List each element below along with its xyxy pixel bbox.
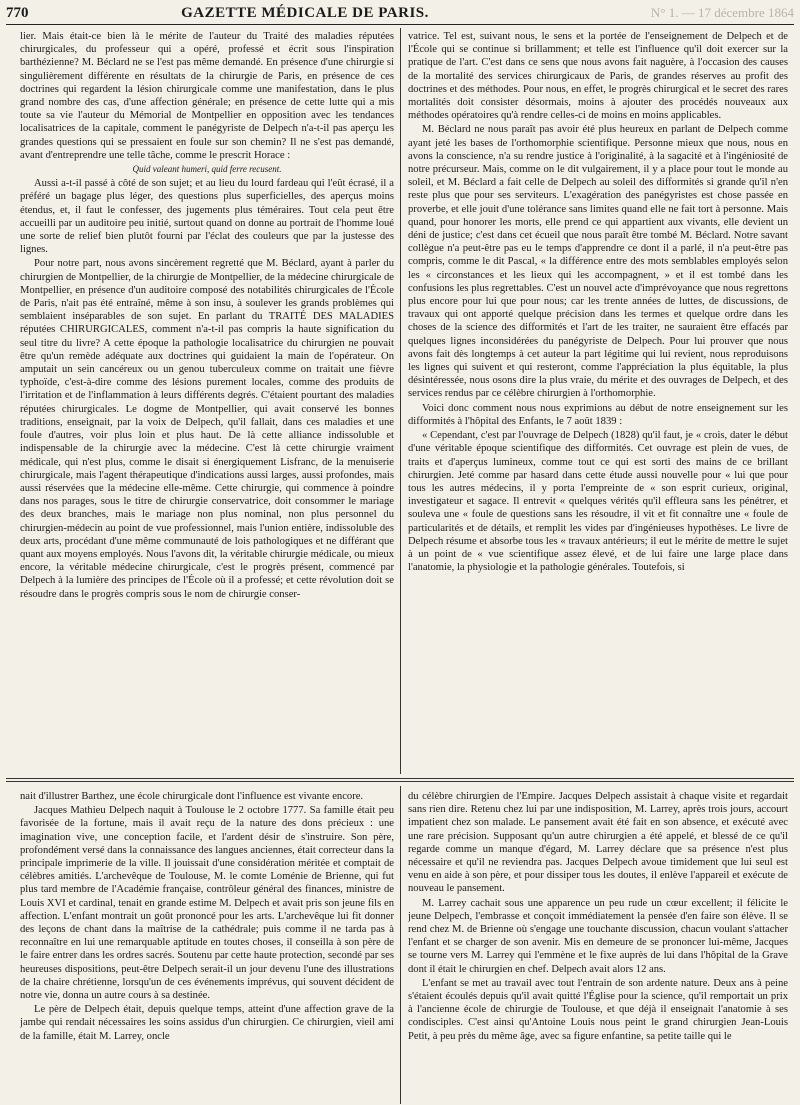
- quoted-paragraph: « Cependant, c'est par l'ouvrage de Delpech (1828) qu'il faut, je « crois, dater le début d'une véritable époque scientifique des difformités. Cet ouvrage est plein de vues, de traits et d'aperçus lumineux, comme tout ce qui est sorti des mains de ce brillant chirurgien. Jeté comme par hasard dans cette étude aussi nouvelle pour « lui que pour tous les autres médecins, il y porta l'empreinte de « son esprit curieux, original, investigateur et sagace. Il entrevit « quelques vérités qu'il effleura sans les pénétrer, et souleva une « foule de questions sans les résoudre, il vit et fit connaître une « foule de particularités et de détails, et remplit les vides par d'ingénieuses hypothèses. Le livre de Delpech résume et absorbe tous les « travaux antérieurs; il eut le mérite de mettre le sujet à un point de « vue scientifique assez élevé, et de lui faire une large place dans l'anatomie, la physiologie et la pathologie générales. Toutefois, si: [408, 430, 788, 574]
- paragraph: vatrice. Tel est, suivant nous, le sens et la portée de l'enseignement de Delpech et de l'École qui se continue si brillamment; et telle est l'influence qu'il doit exercer sur la pratique de l'art. C'est dans ce sens que nous avons fait naguère, à l'occasion des causes de la mortalité des services chirurgicaux de Paris, de grandes réserves au profit des doctrines et des méthodes. Pour nous, en effet, le progrès chirurgical et le secret des rares mortalités doit consister désormais, moins à ajouter des procédés nouveaux aux méthodes opératoires qu'à rendre celles-ci de moins en moins applicables.: [408, 31, 788, 122]
- paragraph: Jacques Mathieu Delpech naquit à Toulouse le 2 octobre 1777. Sa famille était peu favorisée de la fortune, mais il avait reçu de la nature des dons précieux : une imagination vive, une conception facile, et l'ardent désir de s'instruire. Son père, profondément versé dans la connaissance des langues anciennes, était correcteur dans la principale imprimerie de la ville. Il jouissait d'une considération méritée et comptait de célèbres amitiés. L'archevêque de Toulouse, M. le comte Loménie de Brienne, qui fut plus tard membre de l'Académie française, contrôleur général des finances, ministre de Louis XVI et cardinal, tenait en grande estime M. Delpech et avait pris son jeune fils en affection. L'enfant montrait un goût prononcé pour les arts. L'archevêque lui fit donner des leçons de chant dans la maîtrise de la cathédrale; puis comme il ne tarda pas à reconnaître en lui une remarquable aptitude en toutes choses, il conseilla à son père de le faire entrer dans les ordres sacrés. Soutenu par cette haute protection, secondé par ses heureuses dispositions, peut-être Delpech serait-il un jour devenu l'une des illustrations de la chaire chrétienne, lorsqu'un de ces événements imprévus, qui souvent décident de notre vie, donna un autre cours à sa destinée.: [20, 805, 394, 1002]
- feuilleton-column-right: [408, 790, 788, 1102]
- feuilleton-column-left: [20, 790, 394, 1102]
- paragraph: Le père de Delpech était, depuis quelque temps, atteint d'une affection grave de la jambe qui rendait nécessaires les soins assidus d'un chirurgien. Ce chirurgien, vieil ami de la famille, était M. Larrey, oncle: [20, 1004, 394, 1042]
- article-column-top-left: [20, 30, 394, 770]
- column-divider-top: [400, 28, 401, 774]
- page-header: [6, 2, 794, 25]
- page-number: 770: [6, 4, 29, 21]
- horace-quote: Quid valeant humeri, quid ferre recusent.: [132, 164, 282, 175]
- column-divider-bottom: [400, 786, 401, 1104]
- paragraph: Voici donc comment nous nous exprimions au début de notre enseignement sur les difformités à l'hôpital des Enfants, le 7 août 1839 :: [408, 402, 788, 427]
- paragraph: L'enfant se met au travail avec tout l'entrain de son ardente nature. Deux ans à peine s'étaient écoulés depuis qu'il avait quitté l'Église pour la science, qu'il remportait un prix à l'ancienne école de chirurgie de Toulouse, et que déjà il enseignait l'anatomie à ses condisciples. C'est ainsi qu'Antoine Louis nous peint le grand chirurgien Jean-Louis Petit, à peu près du même âge, avec sa figure enfantine, sa petite taille qui le: [408, 977, 788, 1042]
- journal-title: GAZETTE MÉDICALE DE PARIS.: [181, 4, 429, 21]
- section-divider: [6, 778, 794, 782]
- paragraph: du célèbre chirurgien de l'Empire. Jacques Delpech assistait à chaque visite et regardait sans rien dire. Retenu chez lui par une indisposition, M. Larrey, après trois jours, accourt impatient chez son malade. Le pansement avait été fait en son absence, et exécuté avec une rare précision. Supposant qu'un autre chirurgien a été appelé, et blessé de ce qu'il regarde comme un manque d'égard, M. Larrey déclare que sa présence n'est plus nécessaire et qu'il ne reviendra pas. Jacques Delpech avoue timidement que lui seul est venu en aide à son père, et pour dissiper tous les doutes, il enlève l'appareil et exécute de nouveau le pansement.: [408, 791, 788, 895]
- paragraph: M. Béclard ne nous paraît pas avoir été plus heureux en parlant de Delpech comme ayant jeté les bases de l'orthomorphie scientifique. Personne mieux que nous, nous en avons la conscience, n'a su rendre justice à l'originalité, à la sagacité et à l'ingéniosité de notre précurseur. Mais, comme on le dit vulgairement, il y a place pour tout le monde au soleil, et M. Béclard a fait celle de Delpech au soleil des difformités si grande qu'il n'en reste plus que pour ses serviteurs. L'exagération des panégyristes est chose passée en proverbe, et elle jouit d'une tolérance sans limites quand elle ne fait tort à personne. Mais quand, pour honorer les morts, elle prend ce qui appartient aux vivants, elle devient un déni de justice; c'est dans cet écueil que nous paraît être tombé M. Béclard. Notre savant collègue n'a peut-être pas eu le temps d'apprendre ce dont il a parlé, il n'a peut-être pas compris, comme le dit Pascal, « la différence entre des mots semblables employés selon les « circonstances et les lieux qui les accompagnent, » et il est tombé dans les confusions les plus regrettables. C'est un nouvel acte d'imprévoyance que nous regrettons plus encore pour lui que pour nous; car les trente années de luttes, de discussions, de travaux qui ont apporté quelque précision dans les termes et quelque ordre dans les choses de la science des difformités et l'art de les traiter, ne sauraient être effacés par quelques lignes inconsidérées du panégyriste de Delpech. Pour lui prouver que nous avons fait dès longtemps à cet auteur la part légitime qui lui revient, nous reproduisons les lignes qui suivent et qui resteront, comme l'appréciation la plus équitable, la plus désintéressée, nous osons dire la plus vraie, du mérite et des ouvrages de Delpech, et des services rendus par ce célèbre chirurgien à l'orthomorphie.: [408, 124, 788, 400]
- paragraph: M. Larrey cachait sous une apparence un peu rude un cœur excellent; il félicite le jeune Delpech, l'embrasse et conçoit immédiatement la pensée d'en faire son élève. Il se rend chez M. de Brienne où s'engage une touchante discussion, chacun voulant s'attacher l'enfant et se charger de son avenir. Mis en demeure de se prononcer lui-même, Jacques se tourne vers M. Larrey qui l'emmène et le fixe auprès de lui dans l'hôpital de la Grave dont il était le chirurgien en chef. Delpech avait alors 12 ans.: [408, 897, 788, 975]
- paragraph: nait d'illustrer Barthez, une école chirurgicale dont l'influence est vivante encore.: [20, 791, 364, 802]
- paragraph: Pour notre part, nous avons sincèrement regretté que M. Béclard, ayant à parler du chirurgien de Montpellier, de la chirurgie de Montpellier, de la médecine chirurgicale de Montpellier, en présence d'un auditoire composé des notabilités chirurgicales de l'École de Paris, n'ait pas été entraîné, même à son insu, à soulever les grands problèmes qui semblaient inséparables de son sujet. En parlant du TRAITÉ DES MALADIES réputées CHIRURGICALES, comment n'a-t-il pas compris la haute signification du seul titre du livre? A cette époque la pathologie localisatrice du chirurgien ne pouvait être qu'un remède adéquate aux doctrines qui guidaient la main de l'opérateur. On amputait un sein cancéreux ou un genou tuberculeux comme on traitait une fièvre typhoïde, c'est-à-dire comme des lésions purement locales, comme des produits de l'irritation et de l'inflammation à leurs différents degrés. C'étaient pourtant des maladies réputées chirurgicales. Le dogme de Montpellier, qui avait conservé les bonnes traditions, enseignait, par la voix de Delpech, qu'il fallait, dans ces maladies et une foule d'autres, voir plus loin et plus haut. De là cette alliance indissoluble et indispensable de la chirurgie avec la médecine. C'est là cette chirurgie vraiment médicale, qui n'est plus, comme le disait si énergiquement Lisfranc, de la menuiserie chirurgicale, mais l'agent thérapeutique d'indications aussi larges, aussi profondes, mais aussi réservées que la médecine elle-même. Cette chirurgie, qui commence à poindre dans nos parages, sous le titre de chirurgie conservatrice, doit consommer le mariage des deux branches, mais le mariage non plus nominal, non plus personnel du chirurgien-médecin au point de vue professionnel, mais l'union entière, indissoluble des deux arts, procédant d'une même communauté de lois pathologiques et ne différant que quant aux moyens employés. Nous l'avons dit, la véritable chirurgie médicale, ou mieux encore, la véritable médecine chirurgicale, c'est le progrès présent, commencé par Delpech à la lumière des principes de l'École où il a professé; et cette révolution doit se résoudre dans le progrès compris sous le nom de chirurgie conser-: [20, 258, 394, 600]
- article-column-top-right: [408, 30, 788, 770]
- paragraph: lier. Mais était-ce bien là le mérite de l'auteur du Traité des maladies réputées chirurgicales, du professeur qui a opéré, professé et écrit sous l'inspiration barthézienne? M. Béclard ne se l'est pas même demandé. En présence d'une chirurgie si singulièrement différente en résultats de la chirurgie de Paris, en présence de ces doctrines qui regardent la lésion chirurgicale comme une manifestation, dans le plus grand nombre des cas, d'une affection générale; en présence de cette lutte qui a mis toute sa vie l'auteur du Mémorial de Montpellier en opposition avec les tendances localisatrices de la capitale, comment le panégyriste de Delpech n'a-t-il pas aperçu les grandes questions qui se pressaient en foule sur son chemin? Il ne s'est pas demandé, avant d'entreprendre une telle tâche, comme le prescrit Horace :: [20, 31, 394, 161]
- paragraph: Aussi a-t-il passé à côté de son sujet; et au lieu du lourd fardeau qui l'eût écrasé, il a préféré un bagage plus léger, des questions plus superficielles, des aperçus moins étendus, et, il faut le confesser, des jugements plus téméraires. Tout cela peut être accueilli par un auditoire peu initié, surtout quand on donne au portrait de l'homme loué une sorte de relief bien plutôt fourni par l'éclat des couleurs que par la justesse des lignes.: [20, 178, 394, 256]
- show-through-date: N° 1. — 17 décembre 1864: [650, 5, 794, 20]
